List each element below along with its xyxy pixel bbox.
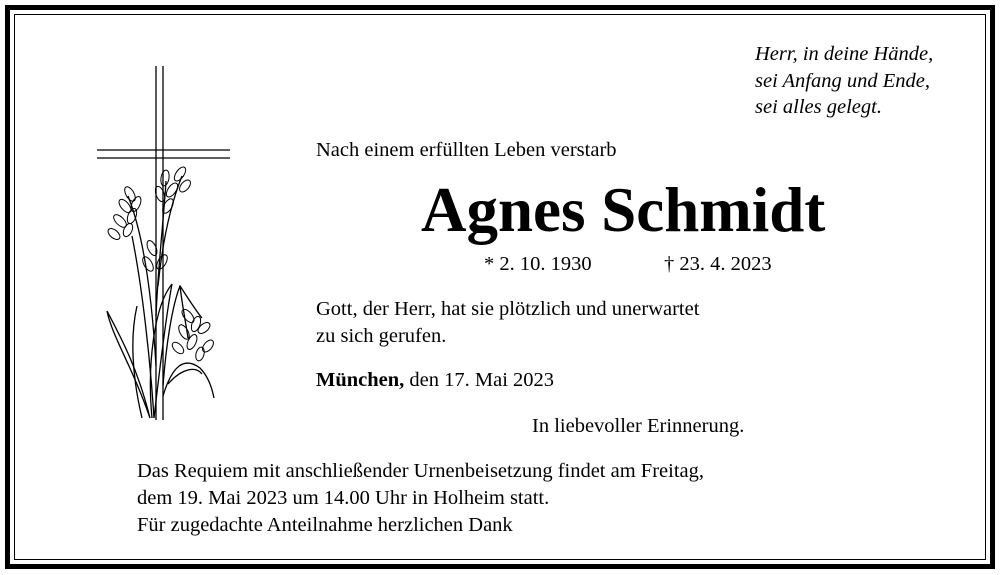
remembrance: In liebevoller Erinnerung. <box>532 415 745 437</box>
death-date: † 23. 4. 2023 <box>664 253 772 275</box>
motto <box>755 41 933 121</box>
intro-text: Nach einem erfüllten Leben verstarb <box>316 139 617 161</box>
cross-with-wheat-icon <box>92 66 242 426</box>
message <box>316 296 699 350</box>
service-info <box>137 458 704 539</box>
message-line: zu sich gerufen. <box>316 325 447 347</box>
birth-date: * 2. 10. 1930 <box>484 253 592 275</box>
date: den 17. Mai 2023 <box>404 369 555 391</box>
message-line: Gott, der Herr, hat sie plötzlich und unerwartet <box>316 298 700 320</box>
motto-line: Herr, in deine Hände, <box>755 43 934 65</box>
service-line: Das Requiem mit anschließender Urnenbeisetzung findet am Freitag, <box>137 460 704 482</box>
motto-line: sei Anfang und Ende, <box>755 69 930 92</box>
motto-line: sei alles gelegt. <box>755 96 882 118</box>
place: München, <box>316 369 405 391</box>
service-line: Für zugedachte Anteilnahme herzlichen Dank <box>137 514 513 536</box>
deceased-name: Agnes Schmidt <box>421 175 826 245</box>
place-date <box>316 367 554 394</box>
service-line: dem 19. Mai 2023 um 14.00 Uhr in Holheim statt. <box>137 487 550 509</box>
